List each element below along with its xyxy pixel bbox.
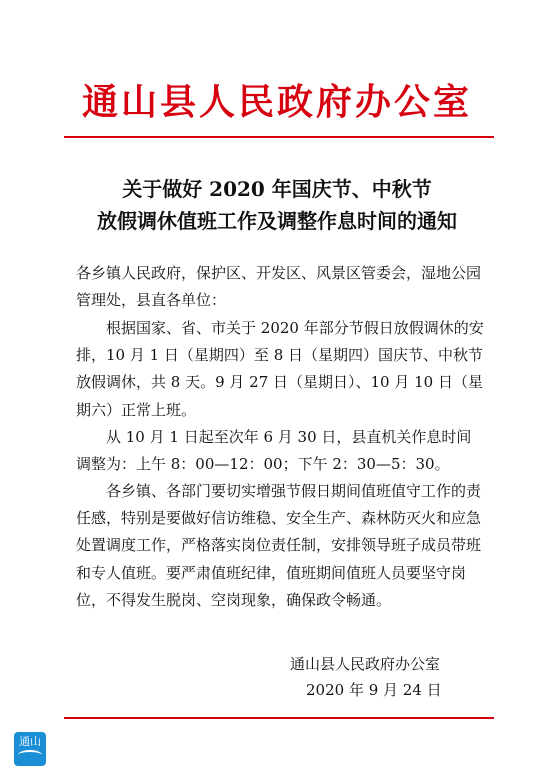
issuer-header: 通山县人民政府办公室 bbox=[81, 81, 472, 123]
paragraph-duty-requirements: 各乡镇、各部门要切实增强节假日期间值班值守工作的责任感，特别是要做好信访维稳、安全生产、森林防灭火和应急处置调度工作，严格落实岗位责任制，安排领导班子成员带班和专人值班。要严肃值班纪律，值班期间值班人员要坚守岗位，不得发生脱岗、空岗现象，确保政令畅通。 bbox=[76, 482, 482, 609]
salutation: 各乡镇人民政府，保护区、开发区、风景区管委会，湿地公园管理处，县直各单位： bbox=[76, 264, 482, 310]
logo-wave-shape bbox=[18, 750, 42, 760]
red-rule-top bbox=[64, 136, 494, 138]
tongshan-logo-icon bbox=[14, 732, 46, 766]
red-rule-bottom bbox=[64, 717, 494, 719]
signature-org: 通山县人民政府办公室 bbox=[290, 655, 441, 673]
document-title-line-2: 放假调休值班工作及调整作息时间的通知 bbox=[97, 209, 457, 233]
paragraph-work-hours: 从 10 月 1 日起至次年 6 月 30 日，县直机关作息时间调整为：上午 8：00—12：00；下午 2：30—5：30。 bbox=[76, 428, 472, 474]
paragraph-holiday-schedule: 根据国家、省、市关于 2020 年部分节假日放假调休的安排，10 月 1 日（星期四）至 8 日（星期四）国庆节、中秋节放假调休，共 8 天。9 月 27 日（星期日）、10 月 10 日（星期六）正常上班。 bbox=[76, 319, 484, 419]
document-title-line-1: 关于做好 2020 年国庆节、中秋节 bbox=[122, 177, 432, 201]
signature-date: 2020 年 9 月 24 日 bbox=[306, 681, 442, 699]
logo-text: 通山 bbox=[19, 735, 41, 748]
